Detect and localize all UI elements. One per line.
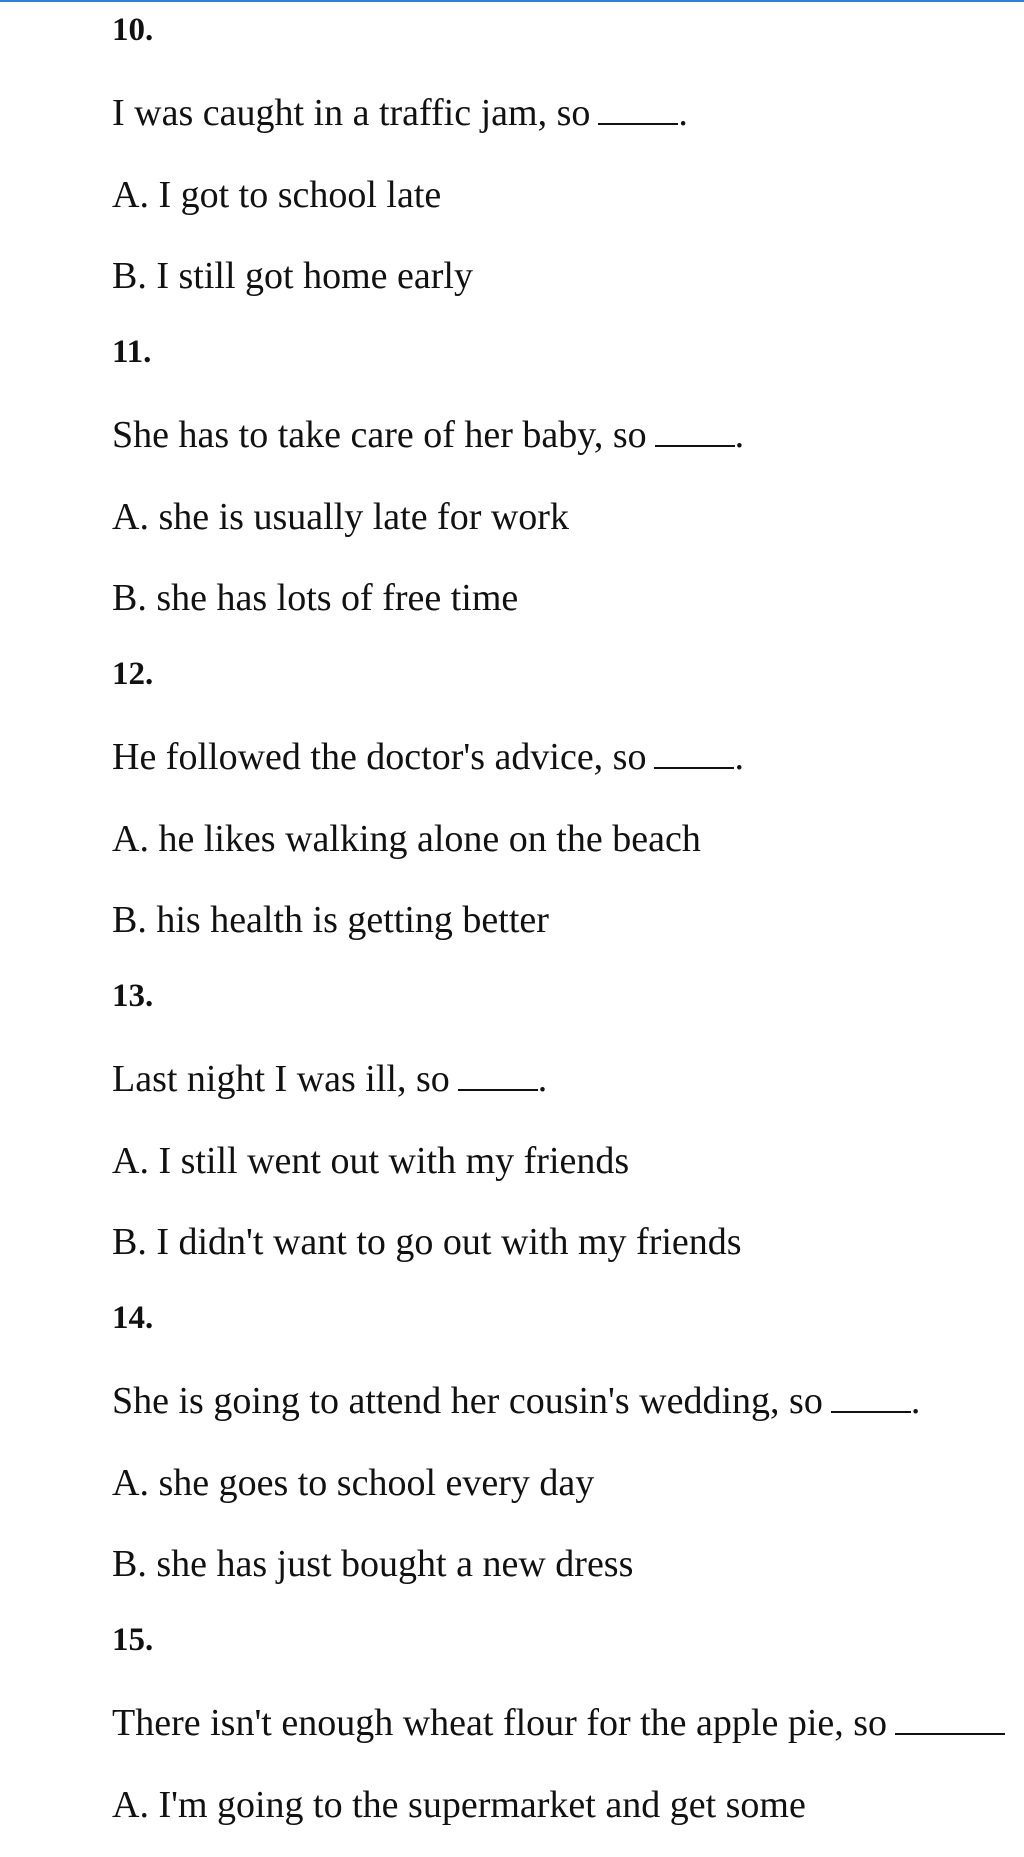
option-b[interactable]: B. she has lots of free time — [112, 577, 519, 619]
worksheet — [112, 8, 1024, 1829]
option-a[interactable]: A. I got to school late — [112, 174, 442, 216]
question-13 — [112, 974, 1024, 1266]
stem-text: She has to take care of her baby, so — [112, 414, 647, 456]
option-a[interactable]: A. she is usually late for work — [112, 496, 569, 538]
stem-text: I was caught in a traffic jam, so — [112, 92, 591, 134]
question-stem — [112, 1055, 1024, 1103]
option-b[interactable]: B. his health is getting better — [112, 899, 549, 941]
option-a[interactable]: A. I'm going to the supermarket and get some — [112, 1784, 806, 1826]
question-11 — [112, 330, 1024, 622]
stem-end: . — [678, 92, 688, 134]
stem-text: He followed the doctor's advice, so — [112, 736, 647, 778]
question-number: 11. — [112, 334, 152, 370]
option-b[interactable]: B. I didn't want to go out with my friends — [112, 1221, 742, 1263]
stem-end: . — [537, 1058, 548, 1100]
option-a[interactable]: A. he likes walking alone on the beach — [112, 818, 701, 860]
question-number: 10. — [112, 12, 154, 48]
answer-blank[interactable] — [831, 1381, 911, 1413]
question-14 — [112, 1296, 1024, 1588]
question-number: 14. — [112, 1300, 154, 1336]
answer-blank[interactable] — [655, 415, 735, 447]
question-15 — [112, 1618, 1024, 1829]
answer-blank[interactable] — [598, 93, 678, 125]
option-b[interactable]: B. I still got home early — [112, 255, 473, 297]
question-12 — [112, 652, 1024, 944]
answer-blank[interactable] — [458, 1059, 538, 1091]
question-stem — [112, 733, 1024, 781]
option-a[interactable]: A. she goes to school every day — [112, 1462, 595, 1504]
stem-end: . — [910, 1380, 921, 1422]
option-a[interactable]: A. I still went out with my friends — [112, 1140, 630, 1182]
answer-blank[interactable] — [654, 737, 734, 769]
stem-text: Last night I was ill, so — [112, 1058, 450, 1100]
stem-end: . — [734, 414, 745, 456]
top-border-line — [0, 0, 1024, 2]
option-b[interactable]: B. she has just bought a new dress — [112, 1543, 634, 1585]
stem-end: . — [734, 736, 744, 778]
question-10 — [112, 8, 1024, 300]
question-stem — [112, 1377, 1024, 1425]
question-number: 12. — [112, 656, 154, 692]
question-number: 13. — [112, 978, 154, 1014]
question-number: 15. — [112, 1622, 154, 1658]
question-stem — [112, 1699, 1024, 1747]
stem-text: There isn't enough wheat flour for the apple pie, so — [112, 1702, 888, 1744]
answer-blank[interactable] — [895, 1703, 1005, 1735]
question-stem — [112, 411, 1024, 459]
stem-text: She is going to attend her cousin's wedding, so — [112, 1380, 823, 1422]
question-stem — [112, 89, 1024, 137]
